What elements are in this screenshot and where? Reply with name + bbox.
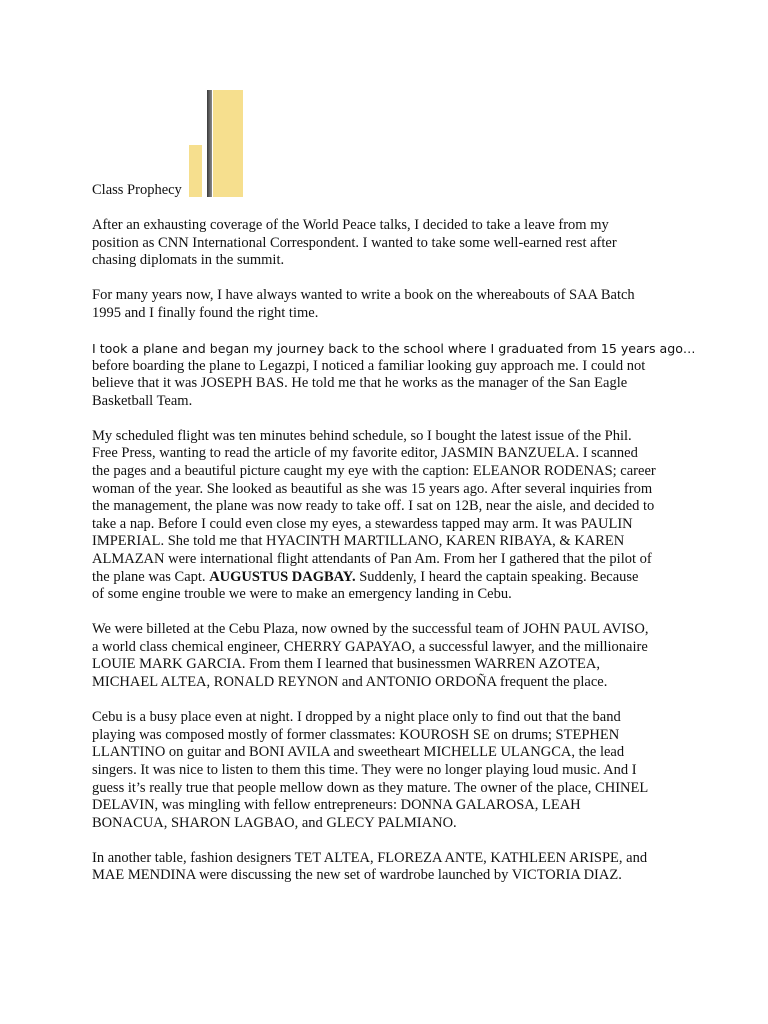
decorative-bar-line (207, 90, 212, 197)
text-line: of some engine trouble we were to make an emergency landing in Cebu. (92, 586, 512, 603)
text-line: Basketball Team. (92, 392, 193, 409)
text-line: a world class chemical engineer, CHERRY GAPAYAO, a successful lawyer, and the millionaire (92, 638, 648, 655)
pilot-suffix: Suddenly, I heard the captain speaking. Because (355, 568, 639, 585)
text-line: chasing diplomats in the summit. (92, 252, 285, 269)
paragraph-3 (92, 340, 696, 410)
paragraph-7 (92, 850, 692, 885)
text-line: BONACUA, SHARON LAGBAO, and GLECY PALMIANO. (92, 814, 457, 831)
text-line: 1995 and I finally found the right time. (92, 304, 319, 321)
text-line: Cebu is a busy place even at night. I dropped by a night place only to find out that the band (92, 709, 621, 726)
pilot-prefix: the plane was Capt. (92, 568, 210, 585)
text-line: MAE MENDINA were discussing the new set of wardrobe launched by VICTORIA DIAZ. (92, 867, 622, 884)
text-line: guess it’s really true that people mellow down as they mature. The owner of the place, CHINEL (92, 779, 649, 796)
text-line: After an exhausting coverage of the World Peace talks, I decided to take a leave from my (92, 217, 609, 233)
text-line: My scheduled flight was ten minutes behind schedule, so I bought the latest issue of the Phil. (92, 427, 632, 444)
paragraph-6 (92, 709, 692, 832)
document-title: Class Prophecy (92, 182, 182, 198)
paragraph-2 (92, 287, 692, 322)
text-line: DELAVIN, was mingling with fellow entrepreneurs: DONNA GALAROSA, LEAH (92, 797, 581, 814)
text-line: position as CNN International Correspondent. I wanted to take some well-earned rest after (92, 234, 617, 251)
decorative-bar-small (189, 145, 202, 197)
text-line: IMPERIAL. She told me that HYACINTH MARTILLANO, KAREN RIBAYA, & KAREN (92, 533, 625, 550)
text-line: the pages and a beautiful picture caught my eye with the caption: ELEANOR RODENAS; career (92, 463, 656, 480)
text-line-pilot (92, 569, 692, 587)
text-line: the management, the plane was now ready to take off. I sat on 12B, near the aisle, and decided to (92, 498, 655, 515)
text-line: woman of the year. She looked as beautiful as she was 15 years ago. After several inquiries from (92, 480, 653, 497)
paragraph-5 (92, 621, 692, 691)
paragraph-1 (92, 217, 692, 270)
document-body (92, 217, 696, 903)
text-line: LOUIE MARK GARCIA. From them I learned that businessmen WARREN AZOTEA, (92, 656, 600, 673)
pilot-name: AUGUSTUS DAGBAY. (209, 568, 356, 585)
decorative-bar-large (213, 90, 243, 197)
text-line: LLANTINO on guitar and BONI AVILA and sweetheart MICHELLE ULANGCA, the lead (92, 744, 625, 761)
text-line: I took a plane and began my journey back to the school where I graduated from 15 years ago… (92, 340, 696, 356)
paragraph-4 (92, 428, 692, 604)
text-line: We were billeted at the Cebu Plaza, now owned by the successful team of JOHN PAUL AVISO, (92, 621, 649, 638)
text-line: take a nap. Before I could even close my eyes, a stewardess tapped may arm. It was PAULIN (92, 515, 633, 532)
text-line: singers. It was nice to listen to them this time. They were no longer playing loud music. And I (92, 761, 637, 778)
text-line: ALMAZAN were international flight attendants of Pan Am. From her I gathered that the pilot of (92, 551, 652, 567)
text-line: believe that it was JOSEPH BAS. He told me that he works as the manager of the San Eagle (92, 375, 628, 392)
text-line: playing was composed mostly of former classmates: KOUROSH SE on drums; STEPHEN (92, 726, 620, 743)
text-line: In another table, fashion designers TET ALTEA, FLOREZA ANTE, KATHLEEN ARISPE, and (92, 849, 648, 866)
text-line: MICHAEL ALTEA, RONALD REYNON and ANTONIO ORDOÑA frequent the place. (92, 674, 608, 691)
text-line: Free Press, wanting to read the article of my favorite editor, JASMIN BANZUELA. I scanned (92, 445, 638, 462)
text-line: before boarding the plane to Legazpi, I noticed a familiar looking guy approach me. I could not (92, 357, 646, 374)
text-line: For many years now, I have always wanted to write a book on the whereabouts of SAA Batch (92, 287, 635, 304)
